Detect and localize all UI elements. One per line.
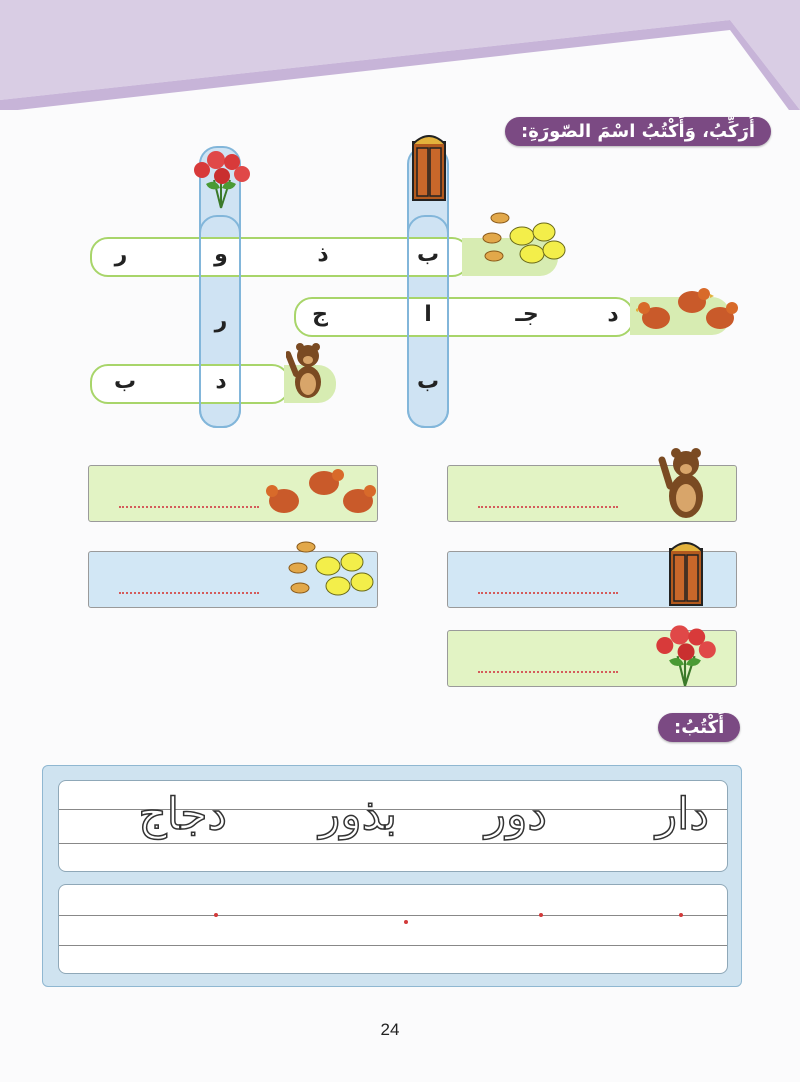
rule-bottom <box>59 843 727 844</box>
page-number: 24 <box>380 1020 400 1039</box>
start-dot-2 <box>539 913 543 917</box>
letter-ba-bread: ب <box>416 242 440 267</box>
answer-line-door <box>478 592 618 594</box>
letter-ba-bear: ب <box>113 369 137 394</box>
bear-answer-icon <box>658 444 714 524</box>
start-dot-3 <box>404 920 408 924</box>
start-dot-4 <box>214 913 218 917</box>
letter-ba-door: ب <box>416 369 440 394</box>
tracing-line <box>58 780 728 872</box>
trace-word-budhur: بذور <box>319 789 397 840</box>
letter-jeem: ج <box>312 302 328 327</box>
letter-ra-column: ر <box>214 308 228 333</box>
start-dot-1 <box>679 913 683 917</box>
letter-waw: و <box>214 242 228 267</box>
door-icon <box>410 132 448 202</box>
letter-alif: ا <box>424 302 432 327</box>
answer-line-rose <box>478 671 618 673</box>
letter-ra-bread: ر <box>114 242 128 267</box>
answer-line-chicken <box>119 506 259 508</box>
writing-practice-frame <box>42 765 742 987</box>
letter-jeem-medial: جـ <box>515 302 539 327</box>
trace-word-dur: دور <box>484 789 547 840</box>
top-banner <box>0 0 800 110</box>
chickens-icon <box>636 286 740 336</box>
chickens-answer-icon <box>262 463 380 521</box>
letter-dal-bear: د <box>215 369 227 394</box>
rule-top-2 <box>59 915 727 916</box>
seeds-answer-icon <box>284 538 376 604</box>
letter-dal-chicken: د <box>607 302 619 327</box>
instruction-title-write: أَكْتُبُ: <box>658 713 740 742</box>
rose-answer-icon <box>648 620 722 688</box>
answer-line-bear <box>478 506 618 508</box>
door-answer-icon <box>666 539 706 607</box>
trace-word-dajaj: دجاج <box>138 789 227 840</box>
instruction-title-compose: أُرَكِّبُ، وَأَكْتُبُ اسْمَ الصّورَةِ: <box>505 117 771 146</box>
rose-bouquet-icon <box>188 146 254 210</box>
trace-word-dar: دار <box>655 789 709 840</box>
answer-line-seeds <box>119 592 259 594</box>
seeds-icon <box>480 210 568 272</box>
rule-bottom-2 <box>59 945 727 946</box>
crossword-row-chicken <box>294 297 634 337</box>
bear-icon <box>286 340 326 404</box>
writing-line[interactable] <box>58 884 728 974</box>
letter-thal: ذ <box>317 242 329 267</box>
